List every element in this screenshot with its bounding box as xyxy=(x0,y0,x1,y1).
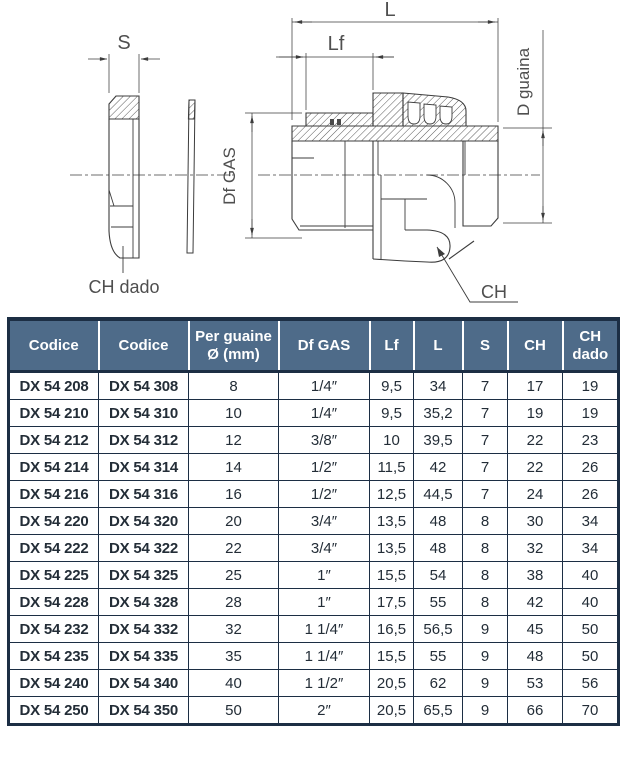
table-cell: 3/8″ xyxy=(279,427,370,454)
table-cell: 20,5 xyxy=(370,697,414,725)
table-cell: 48 xyxy=(414,508,463,535)
table-cell: 40 xyxy=(563,589,619,616)
table-cell: 45 xyxy=(508,616,563,643)
table-cell: 62 xyxy=(414,670,463,697)
table-cell: DX 54 208 xyxy=(9,372,99,400)
header-row xyxy=(9,319,619,372)
gland-section-view xyxy=(292,93,498,262)
table-cell: DX 54 250 xyxy=(9,697,99,725)
table-cell: 3/4″ xyxy=(279,535,370,562)
table-row xyxy=(9,454,619,481)
table-row xyxy=(9,643,619,670)
table-row xyxy=(9,508,619,535)
table-cell: 50 xyxy=(563,643,619,670)
table-cell: 25 xyxy=(189,562,279,589)
table-cell: 1 1/4″ xyxy=(279,616,370,643)
table-cell: 1/4″ xyxy=(279,400,370,427)
table-cell: 12,5 xyxy=(370,481,414,508)
dim-label-lf: Lf xyxy=(327,33,345,55)
table-row xyxy=(9,427,619,454)
table-cell: 35,2 xyxy=(414,400,463,427)
spec-table-head xyxy=(9,319,619,372)
table-row xyxy=(9,562,619,589)
column-header: Codice xyxy=(9,319,99,372)
table-cell: 23 xyxy=(563,427,619,454)
table-cell: 2″ xyxy=(279,697,370,725)
table-cell: DX 54 350 xyxy=(99,697,189,725)
table-cell: 22 xyxy=(508,454,563,481)
table-cell: 19 xyxy=(563,400,619,427)
dim-label-ch: CH xyxy=(481,282,507,302)
dim-s xyxy=(88,54,160,93)
table-cell: 19 xyxy=(563,372,619,400)
table-cell: 26 xyxy=(563,481,619,508)
table-cell: 55 xyxy=(414,643,463,670)
table-cell: 32 xyxy=(189,616,279,643)
table-cell: 34 xyxy=(563,508,619,535)
table-row xyxy=(9,400,619,427)
table-cell: 65,5 xyxy=(414,697,463,725)
table-cell: DX 54 228 xyxy=(9,589,99,616)
table-cell: 16 xyxy=(189,481,279,508)
column-header: Df GAS xyxy=(279,319,370,372)
table-cell: 42 xyxy=(414,454,463,481)
table-cell: DX 54 212 xyxy=(9,427,99,454)
table-cell: 9,5 xyxy=(370,372,414,400)
table-cell: 10 xyxy=(189,400,279,427)
table-cell: 1/4″ xyxy=(279,372,370,400)
table-cell: 42 xyxy=(508,589,563,616)
table-cell: 56,5 xyxy=(414,616,463,643)
table-cell: DX 54 235 xyxy=(9,643,99,670)
table-cell: 1 1/2″ xyxy=(279,670,370,697)
column-header: L xyxy=(414,319,463,372)
table-cell: 19 xyxy=(508,400,563,427)
table-row xyxy=(9,372,619,400)
table-cell: DX 54 308 xyxy=(99,372,189,400)
table-cell: DX 54 316 xyxy=(99,481,189,508)
table-cell: 22 xyxy=(189,535,279,562)
table-cell: 8 xyxy=(189,372,279,400)
table-cell: 48 xyxy=(414,535,463,562)
table-cell: 35 xyxy=(189,643,279,670)
column-header: Per guaine Ø (mm) xyxy=(189,319,279,372)
table-cell: 48 xyxy=(508,643,563,670)
table-cell: 54 xyxy=(414,562,463,589)
table-cell: 9 xyxy=(463,670,508,697)
table-cell: 40 xyxy=(189,670,279,697)
table-cell: DX 54 312 xyxy=(99,427,189,454)
table-cell: DX 54 320 xyxy=(99,508,189,535)
table-cell: 22 xyxy=(508,427,563,454)
table-cell: 39,5 xyxy=(414,427,463,454)
table-cell: 1 1/4″ xyxy=(279,643,370,670)
table-cell: 40 xyxy=(563,562,619,589)
table-cell: DX 54 325 xyxy=(99,562,189,589)
column-header: Codice xyxy=(99,319,189,372)
table-cell: 7 xyxy=(463,400,508,427)
table-cell: 13,5 xyxy=(370,508,414,535)
table-cell: DX 54 322 xyxy=(99,535,189,562)
table-cell: 7 xyxy=(463,372,508,400)
table-cell: 12 xyxy=(189,427,279,454)
table-cell: 10 xyxy=(370,427,414,454)
table-cell: 7 xyxy=(463,427,508,454)
washer-side-view xyxy=(187,100,195,253)
dim-label-s: S xyxy=(117,32,131,54)
dim-label-d-guaina: D guaina xyxy=(514,47,533,117)
table-cell: 13,5 xyxy=(370,535,414,562)
table-cell: 32 xyxy=(508,535,563,562)
table-cell: 26 xyxy=(563,454,619,481)
table-cell: 38 xyxy=(508,562,563,589)
table-cell: 34 xyxy=(563,535,619,562)
technical-drawing xyxy=(0,0,621,315)
table-cell: DX 54 225 xyxy=(9,562,99,589)
table-cell: 11,5 xyxy=(370,454,414,481)
table-cell: 50 xyxy=(563,616,619,643)
table-cell: DX 54 210 xyxy=(9,400,99,427)
table-cell: DX 54 340 xyxy=(99,670,189,697)
table-cell: 70 xyxy=(563,697,619,725)
table-row xyxy=(9,589,619,616)
table-cell: 15,5 xyxy=(370,562,414,589)
table-cell: 7 xyxy=(463,481,508,508)
table-cell: 9 xyxy=(463,616,508,643)
dim-label-df-gas: Df GAS xyxy=(220,147,239,205)
table-cell: 1″ xyxy=(279,589,370,616)
table-cell: 28 xyxy=(189,589,279,616)
column-header: CH dado xyxy=(563,319,619,372)
table-cell: 16,5 xyxy=(370,616,414,643)
table-cell: 8 xyxy=(463,562,508,589)
table-cell: DX 54 222 xyxy=(9,535,99,562)
table-cell: DX 54 216 xyxy=(9,481,99,508)
table-cell: DX 54 214 xyxy=(9,454,99,481)
table-cell: 8 xyxy=(463,535,508,562)
spec-table xyxy=(7,317,620,726)
table-cell: 55 xyxy=(414,589,463,616)
column-header: S xyxy=(463,319,508,372)
nut-side-view xyxy=(109,96,139,258)
table-cell: 17 xyxy=(508,372,563,400)
table-cell: 9,5 xyxy=(370,400,414,427)
table-cell: 56 xyxy=(563,670,619,697)
table-cell: 3/4″ xyxy=(279,508,370,535)
table-row xyxy=(9,481,619,508)
table-cell: 1/2″ xyxy=(279,481,370,508)
dim-label-l: L xyxy=(384,0,396,21)
table-cell: 20 xyxy=(189,508,279,535)
table-cell: 44,5 xyxy=(414,481,463,508)
table-row xyxy=(9,670,619,697)
table-cell: DX 54 220 xyxy=(9,508,99,535)
table-cell: 50 xyxy=(189,697,279,725)
table-cell: DX 54 232 xyxy=(9,616,99,643)
table-row xyxy=(9,697,619,725)
table-cell: 9 xyxy=(463,643,508,670)
table-cell: 34 xyxy=(414,372,463,400)
table-cell: 53 xyxy=(508,670,563,697)
spec-table-body xyxy=(9,372,619,725)
table-cell: 66 xyxy=(508,697,563,725)
column-header: Lf xyxy=(370,319,414,372)
table-cell: 8 xyxy=(463,589,508,616)
table-cell: DX 54 335 xyxy=(99,643,189,670)
table-cell: 20,5 xyxy=(370,670,414,697)
table-cell: DX 54 314 xyxy=(99,454,189,481)
table-cell: DX 54 240 xyxy=(9,670,99,697)
table-row xyxy=(9,535,619,562)
table-cell: DX 54 332 xyxy=(99,616,189,643)
table-cell: 14 xyxy=(189,454,279,481)
column-header: CH xyxy=(508,319,563,372)
table-cell: 1/2″ xyxy=(279,454,370,481)
table-cell: 17,5 xyxy=(370,589,414,616)
table-cell: DX 54 310 xyxy=(99,400,189,427)
table-cell: 1″ xyxy=(279,562,370,589)
table-cell: 8 xyxy=(463,508,508,535)
table-cell: 9 xyxy=(463,697,508,725)
table-row xyxy=(9,616,619,643)
table-cell: DX 54 328 xyxy=(99,589,189,616)
table-cell: 15,5 xyxy=(370,643,414,670)
table-cell: 7 xyxy=(463,454,508,481)
table-cell: 24 xyxy=(508,481,563,508)
table-cell: 30 xyxy=(508,508,563,535)
dim-label-ch-dado: CH dado xyxy=(88,277,160,297)
